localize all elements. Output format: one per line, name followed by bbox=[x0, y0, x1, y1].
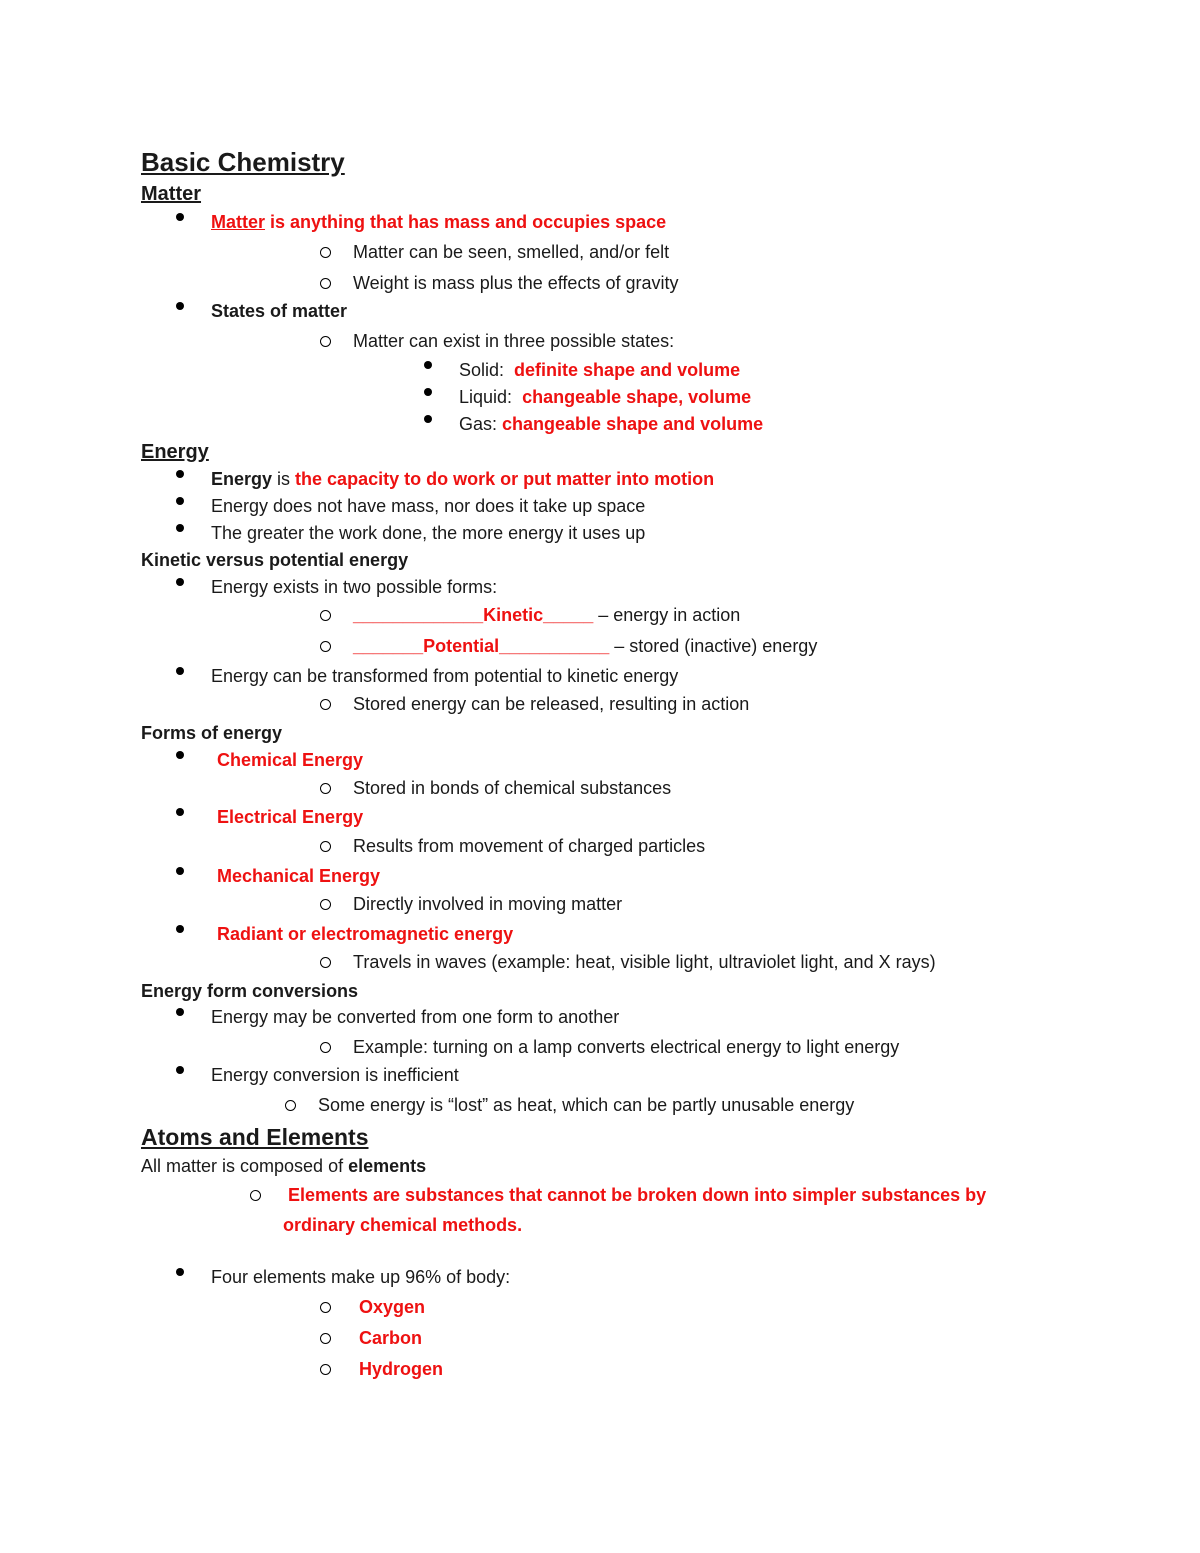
list-item: The greater the work done, the more energy it uses up bbox=[211, 523, 646, 543]
bullet-icon bbox=[170, 210, 190, 234]
bullet-icon bbox=[170, 1265, 190, 1289]
sub-bullet-icon bbox=[315, 1357, 335, 1381]
list-item: Example: turning on a lamp converts electrical energy to light energy bbox=[353, 1037, 900, 1057]
bullet-icon bbox=[170, 299, 190, 323]
section-heading-matter: Matter bbox=[141, 183, 202, 205]
list-item: Energy may be converted from one form to another bbox=[211, 1007, 620, 1027]
subheading-kinetic-potential: Kinetic versus potential energy bbox=[141, 550, 409, 570]
bullet-icon bbox=[418, 412, 438, 436]
sub-bullet-icon bbox=[315, 329, 335, 353]
list-item: Energy conversion is inefficient bbox=[211, 1065, 459, 1085]
list-item: Directly involved in moving matter bbox=[353, 894, 623, 914]
list-item: Travels in waves (example: heat, visible light, ultraviolet light, and X rays) bbox=[353, 952, 936, 972]
list-item: Energy does not have mass, nor does it take up space bbox=[211, 496, 646, 516]
element-carbon: Carbon bbox=[359, 1328, 422, 1348]
sub-bullet-icon bbox=[315, 1035, 335, 1059]
bullet-icon bbox=[170, 805, 190, 829]
atoms-intro: All matter is composed of elements bbox=[141, 1156, 427, 1176]
sub-bullet-icon bbox=[315, 1326, 335, 1350]
sub-bullet-icon bbox=[315, 776, 335, 800]
list-item: Results from movement of charged particles bbox=[353, 836, 706, 856]
list-item: Energy can be transformed from potential to kinetic energy bbox=[211, 666, 679, 686]
bullet-icon bbox=[418, 385, 438, 409]
bullet-icon bbox=[170, 1005, 190, 1029]
elements-definition-line1: Elements are substances that cannot be broken down into simpler substances by bbox=[288, 1185, 987, 1205]
element-hydrogen: Hydrogen bbox=[359, 1359, 444, 1379]
state-liquid: Liquid: changeable shape, volume bbox=[459, 387, 752, 407]
kinetic-blank: _____________Kinetic_____ – energy in action bbox=[353, 605, 741, 625]
sub-bullet-icon bbox=[315, 834, 335, 858]
list-item: Matter can exist in three possible states: bbox=[353, 331, 675, 351]
bullet-icon bbox=[170, 748, 190, 772]
list-item: Energy exists in two possible forms: bbox=[211, 577, 498, 597]
bullet-icon bbox=[170, 664, 190, 688]
sub-bullet-icon bbox=[315, 603, 335, 627]
element-oxygen: Oxygen bbox=[359, 1297, 426, 1317]
list-item: Stored energy can be released, resulting in action bbox=[353, 694, 750, 714]
energy-definition: Energy is the capacity to do work or put matter into motion bbox=[211, 469, 715, 489]
sub-bullet-icon bbox=[315, 634, 335, 658]
potential-blank: _______Potential___________ – stored (inactive) energy bbox=[353, 636, 818, 656]
bullet-icon bbox=[170, 494, 190, 518]
list-item: Mechanical Energy bbox=[217, 866, 381, 886]
matter-definition: Matter is anything that has mass and occupies space bbox=[211, 212, 667, 232]
bullet-icon bbox=[418, 358, 438, 382]
subheading-forms: Forms of energy bbox=[141, 723, 283, 743]
sub-bullet-icon bbox=[245, 1183, 265, 1207]
list-item: Radiant or electromagnetic energy bbox=[217, 924, 514, 944]
bullet-icon bbox=[170, 467, 190, 491]
section-heading-atoms: Atoms and Elements bbox=[141, 1124, 369, 1150]
list-item: Some energy is “lost” as heat, which can be partly unusable energy bbox=[318, 1095, 855, 1115]
list-item: Stored in bonds of chemical substances bbox=[353, 778, 672, 798]
list-item: Chemical Energy bbox=[217, 750, 364, 770]
list-item: States of matter bbox=[211, 301, 348, 321]
bullet-icon bbox=[170, 1063, 190, 1087]
sub-bullet-icon bbox=[315, 950, 335, 974]
section-heading-energy: Energy bbox=[141, 441, 209, 463]
state-gas: Gas: changeable shape and volume bbox=[459, 414, 764, 434]
sub-bullet-icon bbox=[315, 271, 335, 295]
sub-bullet-icon bbox=[315, 240, 335, 264]
list-item: Weight is mass plus the effects of gravity bbox=[353, 273, 679, 293]
page-title: Basic Chemistry bbox=[141, 147, 345, 177]
sub-bullet-icon bbox=[315, 1295, 335, 1319]
sub-bullet-icon bbox=[315, 892, 335, 916]
bullet-icon bbox=[170, 521, 190, 545]
list-item: Matter can be seen, smelled, and/or felt bbox=[353, 242, 670, 262]
subheading-conversions: Energy form conversions bbox=[141, 981, 359, 1001]
sub-bullet-icon bbox=[315, 692, 335, 716]
list-item: Electrical Energy bbox=[217, 807, 364, 827]
bullet-icon bbox=[170, 575, 190, 599]
bullet-icon bbox=[170, 922, 190, 946]
sub-bullet-icon bbox=[280, 1093, 300, 1117]
list-item: Four elements make up 96% of body: bbox=[211, 1267, 511, 1287]
state-solid: Solid: definite shape and volume bbox=[459, 360, 741, 380]
elements-definition-line2: ordinary chemical methods. bbox=[283, 1215, 523, 1235]
bullet-icon bbox=[170, 864, 190, 888]
